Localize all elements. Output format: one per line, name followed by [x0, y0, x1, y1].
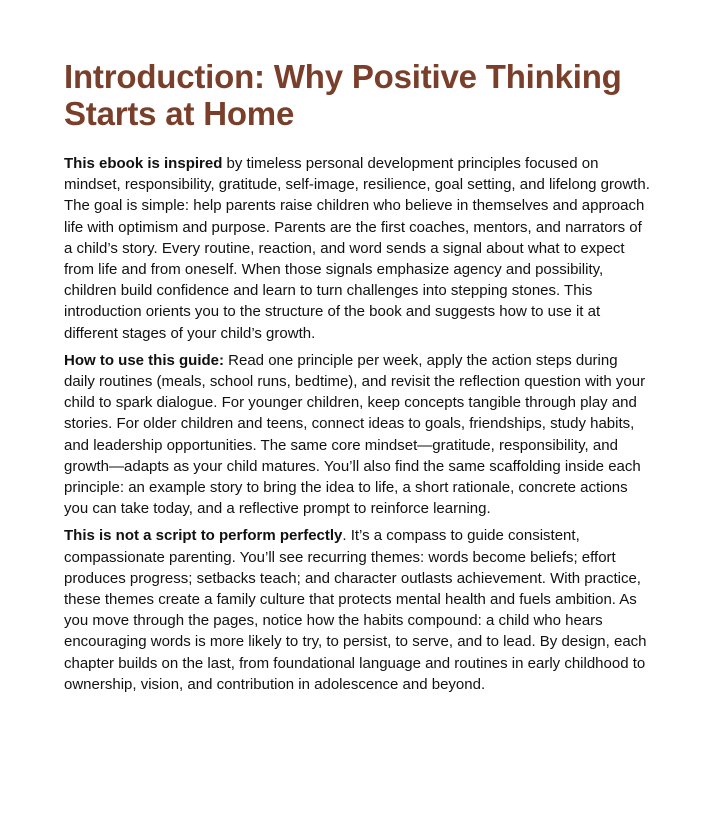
page-title: Introduction: Why Positive Thinking Starts at Home	[64, 58, 622, 132]
document-page	[64, 58, 650, 701]
how-to-use-lead: How to use this guide:	[64, 351, 224, 369]
not-a-script-body: . It’s a compass to guide consistent, compassionate parenting. You’ll see recurring themes: words become beliefs; effort produces progress; setbacks teach; and character outlasts achievement. With practice, these themes create a family culture that protects mental health and fuels ambition. As you move through the pages, notice how the habits compound: a child who hears encouraging words is more likely to try, to persist, to serve, and to lead. By design, each chapter builds on the last, from foundational language and routines in early childhood to ownership, vision, and contribution in adolescence and beyond.	[64, 527, 647, 693]
not-a-script-paragraph	[64, 525, 650, 695]
intro-body: by timeless personal development principles focused on mindset, responsibility, gratitude, self-image, resilience, goal setting, and lifelong growth. The goal is simple: help parents raise children who believe in themselves and approach life with optimism and purpose. Parents are the first coaches, mentors, and narrators of a child’s story. Every routine, reaction, and word sends a signal about what to expect from life and from oneself. When those signals emphasize agency and possibility, children build confidence and learn to turn challenges into stepping stones. This introduction orients you to the structure of the book and suggests how to use it at different stages of your child’s growth.	[64, 155, 650, 342]
how-to-use-body: Read one principle per week, apply the action steps during daily routines (meals, school runs, bedtime), and revisit the reflection question with your child to spark dialogue. For younger children, keep concepts tangible through play and stories. For older children and teens, connect ideas to goals, friendships, study habits, and leadership opportunities. The same core mindset—gratitude, responsibility, and growth—adapts as your child matures. You’ll also find the same scaffolding inside each principle: an example story to bring the idea to life, a short rationale, concrete actions you can take today, and a reflective prompt to reinforce learning.	[64, 351, 646, 518]
how-to-use-paragraph	[64, 350, 650, 520]
intro-paragraph	[64, 153, 650, 344]
not-a-script-lead: This is not a script to perform perfectly	[64, 527, 343, 545]
intro-lead: This ebook is inspired	[64, 155, 223, 172]
